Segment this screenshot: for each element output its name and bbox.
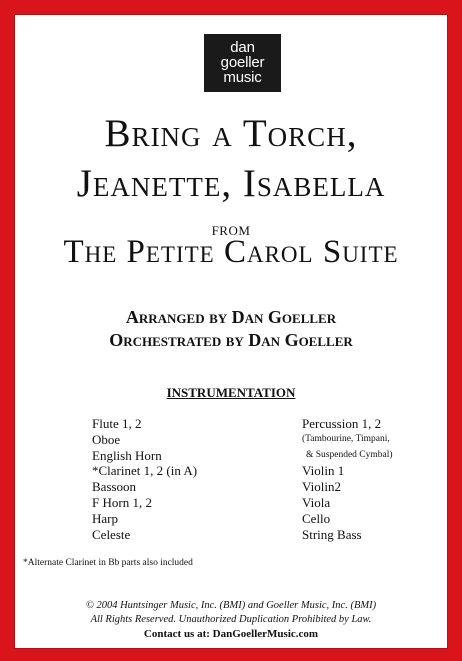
copyright-line: © 2004 Huntsinger Music, Inc. (BMI) and Goeller Music, Inc. (BMI) [85,600,377,611]
instrument-item: String Bass [302,526,362,542]
instrument-list-left [92,416,197,542]
logo-line-1: dan [230,39,255,56]
instrument-list-right [302,416,393,542]
title-line-1: Bring a Torch, [104,112,358,155]
dan-goeller-music-logo [204,34,281,92]
instrument-item: Viola [302,494,331,510]
instrument-item: *Clarinet 1, 2 (in A) [92,463,198,479]
title-from: from [211,219,251,240]
percussion-note: (Tambourine, Timpani, [302,433,390,444]
instrument-item: Flute 1, 2 [92,416,142,431]
suite-title: The Petite Carol Suite [63,234,399,270]
instrument-item: Oboe [92,431,121,447]
percussion-note: & Suspended Cymbal) [306,449,393,460]
instrument-item: Cello [302,510,331,526]
instrument-item: F Horn 1, 2 [92,494,152,510]
contact-line: Contact us at: DanGoellerMusic.com [143,628,319,640]
instrument-item: English Horn [92,447,162,463]
instrument-item: Harp [92,510,118,526]
instrument-item: Celeste [92,526,131,542]
instrumentation-heading: INSTRUMENTATION [166,385,296,400]
clarinet-footnote: *Alternate Clarinet in Bb parts also included [23,558,193,568]
instrument-item: Bassoon [92,479,137,495]
orchestrated-by: Orchestrated by Dan Goeller [109,330,353,350]
logo-line-3: music [223,69,262,86]
logo-line-2: goeller [220,54,265,71]
rights-line: All Rights Reserved. Unauthorized Duplication Prohibited by Law. [90,614,372,625]
instrument-item: Percussion 1, 2 [302,416,382,431]
instrument-item: Violin2 [302,479,341,495]
arranged-by: Arranged by Dan Goeller [125,307,337,327]
score-cover [14,14,448,649]
instrument-item: Violin 1 [302,463,345,479]
title-line-2: Jeanette, Isabella [76,162,386,205]
